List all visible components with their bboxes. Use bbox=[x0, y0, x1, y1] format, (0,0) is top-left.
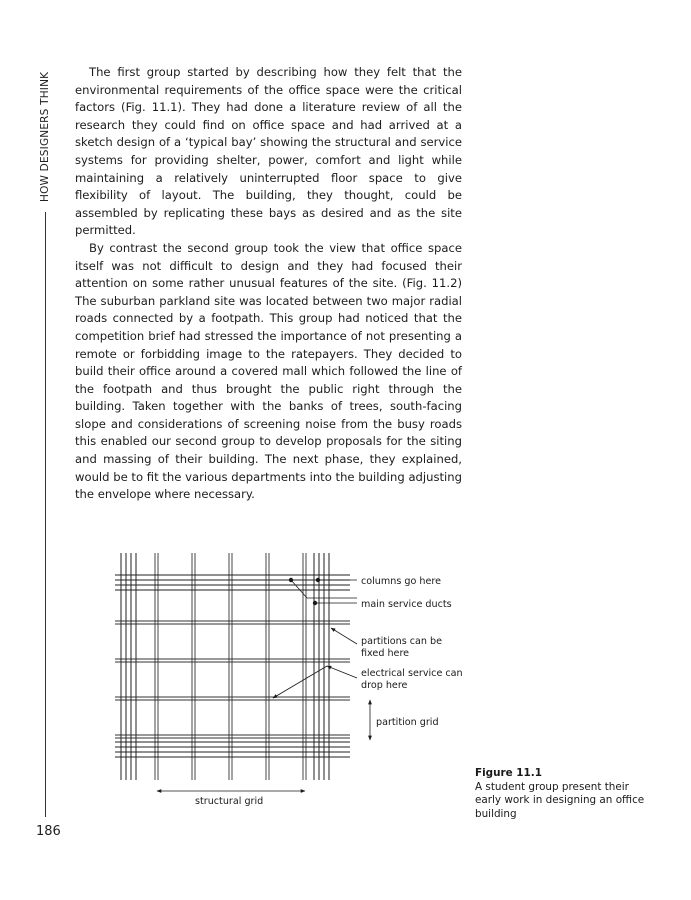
paragraph-2: By contrast the second group took the view that office space itself was not difficult to design and they had focused their attention on some rather unusual features of the site. (Fig. 11.2) The suburban parkland site was located between two major radial roads connected by a footpath. This group had noticed that the competition brief had stressed the importance of not presenting a remote or forbidding image to the ratepayers. They decided to build their office around a covered mall which followed the line of the footpath and thus brought the public right through the building. Taken together with the banks of trees, south-facing slope and considerations of screening noise from the busy roads this enabled our second group to develop proposals for the siting and massing of their building. The next phase, they explained, would be to fit the various departments into the building adjusting the envelope where necessary. bbox=[75, 240, 462, 502]
label-columns: columns go here bbox=[361, 576, 441, 587]
label-service-ducts: main service ducts bbox=[361, 599, 452, 610]
leader-lines bbox=[157, 578, 370, 791]
paragraph-1: The first group started by describing how they felt that the environmental requirements of the office space were the critical factors (Fig. 11.1). They had done a literature review of all the research they could find on office space and had arrived at a sketch design of a ‘typical bay’ showing the structural and service systems for providing shelter, power, comfort and light while maintaining a relatively uninterrupted floor space to give flexibility of layout. The building, they thought, could be assembled by replicating these bays as desired and as the site permitted. bbox=[75, 65, 462, 238]
label-electrical-2: drop here bbox=[361, 680, 408, 691]
figure-11-1 bbox=[105, 540, 480, 820]
body-text bbox=[75, 64, 462, 504]
label-partitions-2: fixed here bbox=[361, 648, 410, 659]
office-bay-diagram bbox=[105, 540, 480, 820]
structural-grid-bands bbox=[115, 553, 350, 780]
label-electrical-1: electrical service can bbox=[361, 668, 463, 679]
caption-title: Figure 11.1 bbox=[475, 767, 542, 779]
side-rule bbox=[45, 212, 46, 817]
page-number: 186 bbox=[36, 824, 61, 839]
partition-grid-lines bbox=[115, 553, 350, 780]
caption-text: A student group present their early work in designing an office building bbox=[475, 780, 645, 820]
label-structural-grid: structural grid bbox=[195, 796, 264, 807]
running-head-text: HOW DESIGNERS THINK bbox=[39, 71, 51, 202]
label-partition-grid: partition grid bbox=[376, 717, 439, 728]
running-head bbox=[39, 62, 51, 202]
label-partitions-1: partitions can be bbox=[361, 636, 443, 647]
figure-caption bbox=[475, 767, 655, 821]
